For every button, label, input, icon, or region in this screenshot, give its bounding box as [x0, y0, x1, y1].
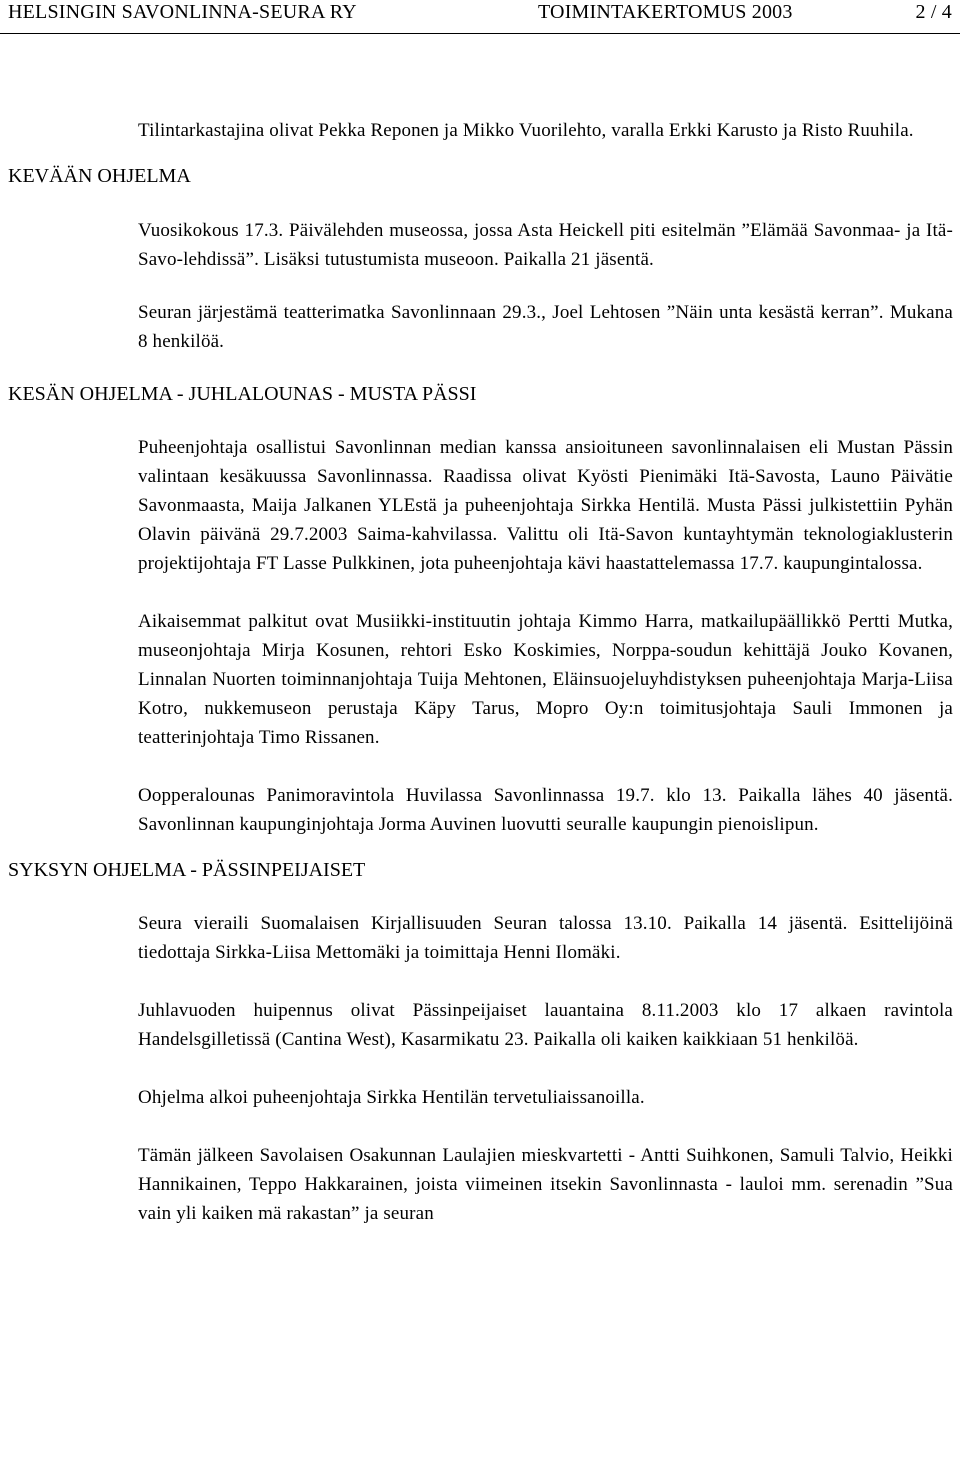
- page-header: [8, 0, 952, 24]
- paragraph-musta-passi: Puheenjohtaja osallistui Savonlinnan median kanssa ansioituneen savonlinnalaisen eli Mustan Pässin valintaan kesäkuussa Savonlinnassa. Raadissa olivat Kyösti Pienimäki Itä-Savosta, Launo Päivätie Savonmaasta, Maija Jalkanen YLEstä ja puheenjohtaja Sirkka Hentilä. Musta Pässi julkistettiin Pyhän Olavin päivänä 29.7.2003 Saima-kahvilassa. Valittu oli Itä-Savon kuntayhtymän teknologiaklusterin projektijohtaja FT Lasse Pulkkinen, jota puheenjohtaja kävi haastattelemassa 17.7. kaupungintalossa.: [138, 437, 953, 574]
- paragraph-previous-winners: Aikaisemmat palkitut ovat Musiikki-instituutin johtaja Kimmo Harra, matkailupäällikkö Pertti Mutka, museonjohtaja Mirja Kosunen, rehtori Esko Koskimies, Norppa-soudun kehittäjä Jouko Kovanen, Linnalan Nuorten toiminnanjohtaja Tuija Mehtonen, Eläinsuojeluyhdistyksen puheenjohtaja Marja-Liisa Kotro, nukkemuseon perustaja Käpy Tarus, Mopro Oy:n toimitusjohtaja Sauli Immonen ja teatterinjohtaja Timo Rissanen.: [138, 611, 953, 748]
- paragraph-literature-society: Seura vieraili Suomalaisen Kirjallisuuden Seuran talossa 13.10. Paikalla 14 jäsentä. Esittelijöinä tiedottaja Sirkka-Liisa Mettomäki ja toimittaja Henni Ilomäki.: [138, 913, 953, 963]
- paragraph-annual-meeting: Vuosikokous 17.3. Päivälehden museossa, jossa Asta Heickell piti esitelmän ”Elämää Savonmaa- ja Itä-Savo-lehdissä”. Lisäksi tutustumista museoon. Paikalla 21 jäsentä.: [138, 220, 953, 270]
- header-organization: HELSINGIN SAVONLINNA-SEURA RY: [8, 1, 357, 23]
- section-heading-autumn: SYKSYN OHJELMA - PÄSSINPEIJAISET: [8, 859, 366, 881]
- section-heading-spring: KEVÄÄN OHJELMA: [8, 165, 191, 187]
- header-rule: [0, 33, 960, 34]
- paragraph-quartet: Tämän jälkeen Savolaisen Osakunnan Laulajien mieskvartetti - Antti Suihkonen, Samuli Talvio, Heikki Hannikainen, Teppo Hakkarainen, joista viimeinen itsekin Savonlinnasta - lauloi mm. serenadin ”Sua vain yli kaiken mä rakastan” ja seuran: [138, 1145, 953, 1224]
- paragraph-auditors: Tilintarkastajina olivat Pekka Reponen ja Mikko Vuorilehto, varalla Erkki Karusto ja Risto Ruuhila.: [138, 120, 914, 141]
- paragraph-theatre-trip: Seuran järjestämä teatterimatka Savonlinnaan 29.3., Joel Lehtosen ”Näin unta kesästä kerran”. Mukana 8 henkilöä.: [138, 302, 953, 352]
- header-page-number: 2 / 4: [915, 1, 952, 23]
- paragraph-opera-lunch: Oopperalounas Panimoravintola Huvilassa Savonlinnassa 19.7. klo 13. Paikalla lähes 40 jäsentä. Savonlinnan kaupunginjohtaja Jorma Auvinen luovutti seuralle kaupungin pienoislipun.: [138, 785, 953, 835]
- header-report-title: TOIMINTAKERTOMUS 2003: [538, 1, 793, 23]
- paragraph-program-start: Ohjelma alkoi puheenjohtaja Sirkka Hentilän tervetuliaissanoilla.: [138, 1087, 645, 1108]
- section-heading-summer: KESÄN OHJELMA - JUHLALOUNAS - MUSTA PÄSSI: [8, 383, 477, 405]
- paragraph-peijaiset: Juhlavuoden huipennus olivat Pässinpeijaiset lauantaina 8.11.2003 klo 17 alkaen ravintola Handelsgilletissä (Cantina West), Kasarmikatu 23. Paikalla oli kaiken kaikkiaan 51 henkilöä.: [138, 1000, 953, 1050]
- document-body: [0, 116, 960, 1228]
